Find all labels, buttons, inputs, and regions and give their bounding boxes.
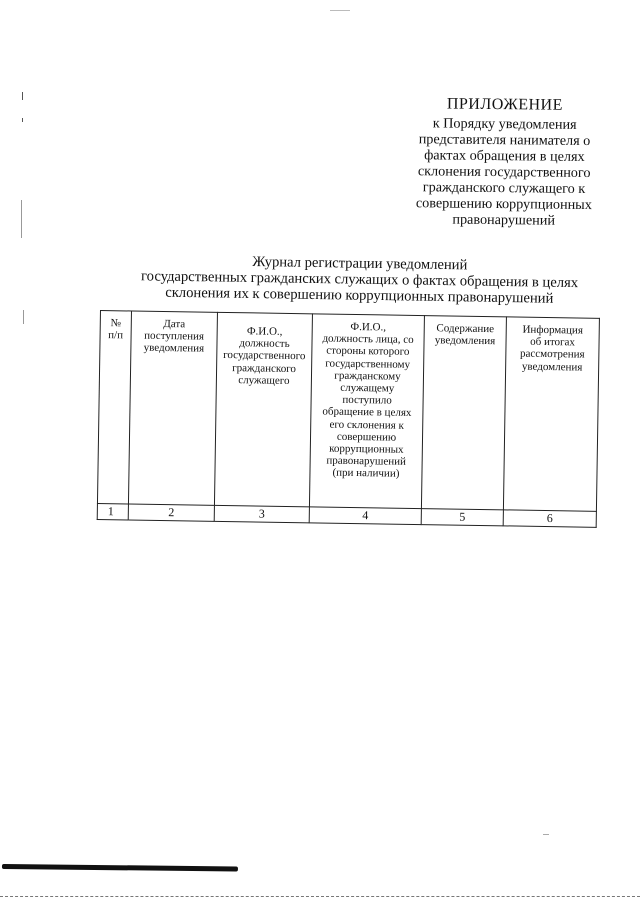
header-line: п/п [108, 329, 124, 342]
appendix-line: склонения государственного [417, 163, 591, 182]
appendix-line: правонарушений [452, 211, 556, 229]
column-number: 5 [421, 509, 503, 526]
column-number: 4 [309, 507, 421, 525]
journal-title-line: склонения их к совершению коррупционных правонарушений [165, 284, 554, 307]
header-line: уведомления [143, 342, 205, 356]
appendix-line: совершению коррупционных [415, 195, 592, 214]
header-line: государственному [325, 357, 411, 371]
scan-speck [23, 310, 24, 324]
header-cell-number [97, 311, 131, 504]
header-cell-result [503, 317, 599, 511]
header-cell-content [421, 316, 506, 510]
header-cell-date [128, 311, 217, 505]
column-number: 3 [214, 505, 309, 522]
header-line: рассмотрения [519, 348, 585, 362]
scan-speck [330, 10, 350, 11]
header-line: гражданского [232, 361, 297, 375]
header-line: должность лица, со [322, 332, 414, 347]
table-header-row [97, 311, 599, 512]
header-line: об итогах [530, 335, 576, 349]
journal-title-line: государственных гражданских служащих о фактах обращения в целях [140, 268, 579, 292]
header-cell-employee [214, 312, 312, 506]
header-line: служащего [238, 373, 290, 387]
header-line: поступило [342, 394, 392, 407]
header-line: Ф.И.О., [246, 325, 283, 338]
header-line: стороны которого [326, 344, 410, 359]
header-line: поступления [144, 329, 205, 343]
header-line: (при наличии) [332, 467, 400, 481]
registration-table [97, 310, 600, 528]
header-line: № [110, 317, 122, 330]
header-line: обращение в целях [322, 405, 412, 420]
header-line: уведомления [434, 334, 496, 348]
header-line: его склонения к [329, 418, 404, 432]
scan-edge-bar [2, 864, 238, 871]
journal-title [124, 252, 595, 307]
header-line: гражданскому [334, 369, 401, 383]
appendix-line: представителя нанимателя о [418, 131, 591, 150]
header-line: Дата [163, 317, 186, 331]
header-line: служащему [340, 381, 395, 395]
scan-edge-line [0, 896, 640, 897]
header-line: правонарушений [326, 454, 407, 469]
header-line: государственного [223, 349, 306, 363]
appendix-line: фактах обращения в целях [424, 147, 585, 165]
registration-table-wrap [97, 310, 600, 528]
column-number: 6 [503, 510, 596, 527]
header-line: Ф.И.О., [350, 320, 387, 334]
scan-speck [21, 200, 22, 238]
header-cell-initiator [309, 314, 424, 509]
header-line: Информация [522, 323, 584, 337]
appendix-line: к Порядку уведомления [432, 115, 577, 133]
scan-speck [22, 92, 23, 100]
header-line: совершению [336, 430, 397, 444]
header-line: должность [239, 337, 290, 351]
appendix-line: гражданского служащего к [422, 179, 586, 197]
column-number: 1 [97, 503, 128, 519]
scan-speck [22, 118, 23, 122]
journal-title-line: Журнал регистрации уведомлений [252, 254, 468, 274]
appendix-block [394, 95, 615, 229]
header-line: уведомления [521, 360, 583, 374]
column-number: 2 [128, 504, 214, 521]
header-line: коррупционных [329, 442, 404, 456]
header-line: Содержание [436, 322, 495, 336]
appendix-title: ПРИЛОЖЕНИЕ [446, 95, 563, 114]
scan-speck [543, 834, 549, 835]
